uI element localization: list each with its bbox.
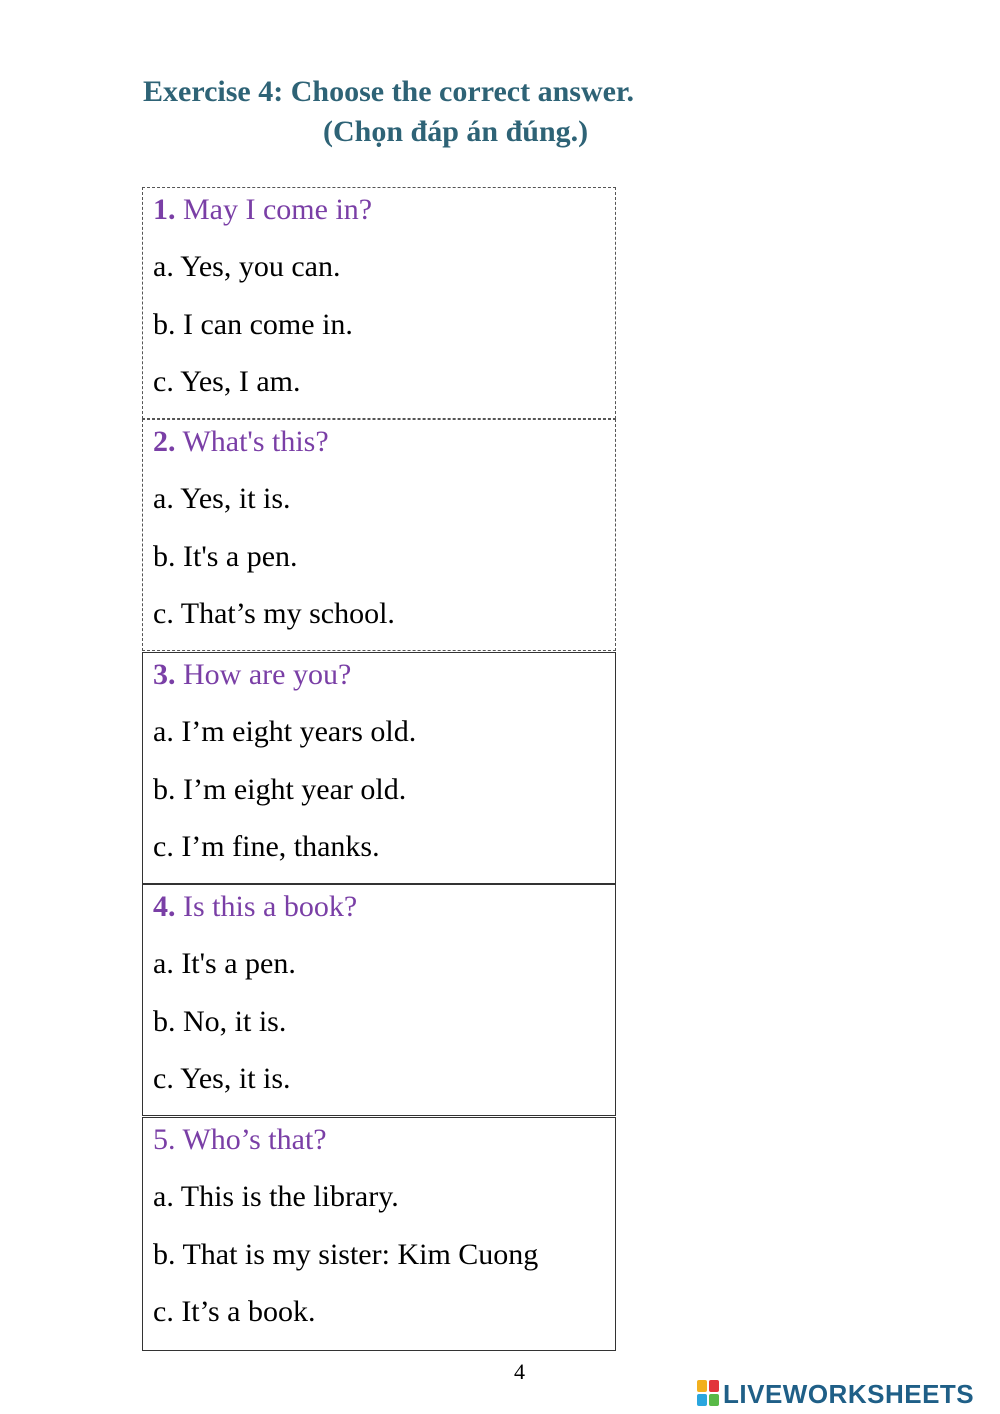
question-number: 4. bbox=[153, 890, 176, 923]
question-block-5 bbox=[142, 1117, 616, 1351]
question-2 bbox=[153, 422, 329, 462]
option-4a[interactable]: a. It's a pen. bbox=[153, 947, 296, 980]
question-text: May I come in? bbox=[183, 193, 373, 226]
question-text: What's this? bbox=[182, 425, 329, 458]
option-3c[interactable]: c. I’m fine, thanks. bbox=[153, 830, 380, 863]
question-5 bbox=[153, 1120, 327, 1160]
question-1 bbox=[153, 190, 372, 230]
question-number: 3. bbox=[153, 658, 176, 691]
question-number: 2. bbox=[153, 425, 176, 458]
question-block-3 bbox=[142, 652, 616, 884]
option-4b[interactable]: b. No, it is. bbox=[153, 1005, 287, 1038]
question-number: 1. bbox=[153, 193, 176, 226]
question-4 bbox=[153, 887, 357, 927]
page-number: 4 bbox=[514, 1359, 525, 1384]
option-1b[interactable]: b. I can come in. bbox=[153, 308, 353, 341]
question-text: Is this a book? bbox=[183, 890, 358, 923]
exercise-title-line1: Exercise 4: Choose the correct answer. bbox=[143, 75, 634, 108]
question-text: How are you? bbox=[183, 658, 352, 691]
quiz-table bbox=[142, 187, 616, 1351]
option-3b[interactable]: b. I’m eight year old. bbox=[153, 773, 407, 806]
option-2b[interactable]: b. It's a pen. bbox=[153, 540, 298, 573]
exercise-title bbox=[143, 72, 743, 152]
option-2a[interactable]: a. Yes, it is. bbox=[153, 482, 291, 515]
brand-name: LIVEWORKSHEETS bbox=[723, 1378, 975, 1409]
liveworksheets-brand bbox=[697, 1374, 974, 1414]
question-number: 5. bbox=[153, 1123, 176, 1156]
option-3a[interactable]: a. I’m eight years old. bbox=[153, 715, 417, 748]
question-text: Who’s that? bbox=[182, 1123, 327, 1156]
option-1c[interactable]: c. Yes, I am. bbox=[153, 365, 301, 398]
option-4c[interactable]: c. Yes, it is. bbox=[153, 1062, 291, 1095]
question-block-2 bbox=[142, 419, 616, 651]
option-5a[interactable]: a. This is the library. bbox=[153, 1180, 399, 1213]
exercise-title-line2: (Chọn đáp án đúng.) bbox=[323, 115, 589, 148]
option-1a[interactable]: a. Yes, you can. bbox=[153, 250, 341, 283]
question-block-4 bbox=[142, 884, 616, 1116]
option-5b[interactable]: b. That is my sister: Kim Cuong bbox=[153, 1238, 539, 1271]
option-2c[interactable]: c. That’s my school. bbox=[153, 597, 395, 630]
option-5c[interactable]: c. It’s a book. bbox=[153, 1295, 316, 1328]
liveworksheets-logo-icon bbox=[697, 1380, 721, 1408]
question-3 bbox=[153, 655, 351, 695]
question-block-1 bbox=[142, 187, 616, 419]
